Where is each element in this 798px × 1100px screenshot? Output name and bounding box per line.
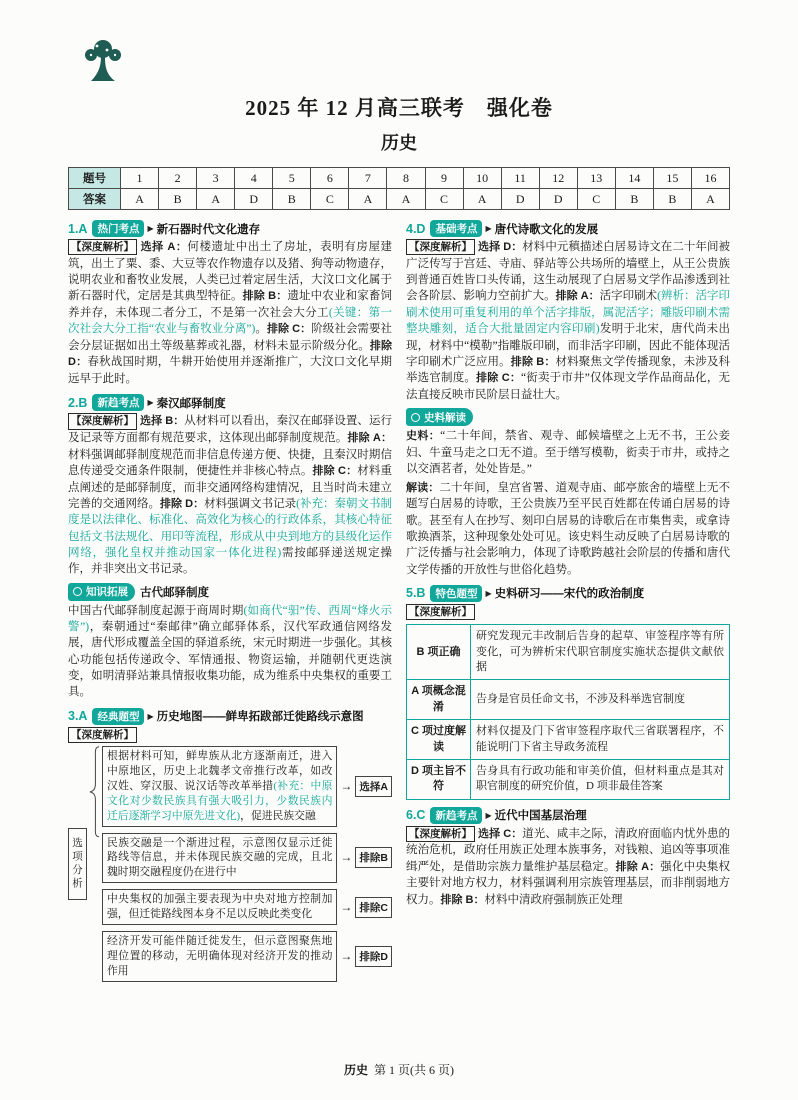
option-explanation-cell: 材料仅提及门下省审签程序取代三省联署程序，不能说明门下省主导政务流程 xyxy=(471,720,730,760)
option-analysis-flowchart xyxy=(68,746,392,982)
analysis-label: 【深度解析】 xyxy=(406,604,475,620)
flow-row xyxy=(102,833,392,884)
analysis-label: 【深度解析】 xyxy=(406,239,475,255)
question-category-badge: 特色题型 xyxy=(430,585,482,602)
text-segment: 排除 A： xyxy=(347,431,393,444)
table-row xyxy=(407,720,730,760)
question-number-cell: 12 xyxy=(539,168,577,189)
brace-icon xyxy=(89,746,100,838)
question-category-badge: 新趋考点 xyxy=(92,394,144,411)
text-segment: 选择 A： xyxy=(140,241,188,253)
text-segment: 何楼遗址中出土了房址，表明有房屋建筑，出土了粟、黍、大豆等农作物遗存以及猪、狗等动物遗存，说明农业和畜牧业发展，人类已过着定居生活，大汶口文化属于新石器时代，定居是其典型特征。 xyxy=(68,241,393,303)
option-explanation-cell: 研究发现元丰改制后告身的起草、审签程序等有所变化，可为辨析宋代职官制度实施状态提供文献依据 xyxy=(471,625,730,680)
text-segment: 排除 C： xyxy=(266,323,312,336)
flow-row xyxy=(102,889,392,925)
text-segment: 材料强调文书记录 xyxy=(204,497,297,510)
question-topic: 唐代诗歌文化的发展 xyxy=(494,223,599,236)
flow-row xyxy=(102,746,392,826)
arrowhead-icon: ▶ xyxy=(147,224,154,233)
answer-cell: D xyxy=(539,189,577,210)
question-category-badge: 热门考点 xyxy=(92,220,144,237)
text-segment: 。 xyxy=(255,323,267,336)
text-segment: 材料重点阐述的是邮驿制度，而非交通网络构建情况，且当时尚未建立完善的交通网络。 xyxy=(68,464,393,510)
question-block-1.A xyxy=(68,220,392,387)
answer-cell: C xyxy=(311,189,349,210)
flow-arrow-icon: → xyxy=(340,948,353,963)
text-segment: 道光、咸丰之际，清政府面临内忧外患的统治危机，政府任用族正处理本族事务，对钱粮、追凶等事项准缉严处，是借助宗族力量维护基层稳定。 xyxy=(406,827,731,873)
text-segment: 阶级社会需要社会分层证据如出土等级墓葬或礼器，材料未显示阶级分化。 xyxy=(68,323,393,352)
text-segment: 排除 C： xyxy=(476,372,522,385)
flow-arrow-icon: → xyxy=(340,850,353,865)
text-segment: 春秋战国时期，牛耕开始使用并逐渐推广，大汶口文化早期远早于此时。 xyxy=(68,356,393,386)
text-segment: 需按邮驿递送规定操作，并非突出文书记录。 xyxy=(68,547,392,576)
flow-result-box: 排除D xyxy=(355,946,392,967)
question-number-cell: 4 xyxy=(235,168,273,189)
answer-cell: A xyxy=(387,189,425,210)
question-topic: 历史地图——鲜卑拓跋部迁徙路线示意图 xyxy=(156,711,364,724)
question-number-cell: 8 xyxy=(387,168,425,189)
text-segment: (辨析：活字印刷术使用可重复利用的单个活字排版，属泥活字；雕版印刷术需整块雕刻，适合大批量固定内容印刷) xyxy=(406,290,731,336)
text-segment: 材料中元稹描述白居易诗文在二十年间被广泛传写于宫廷、寺庙、驿站等公共场所的墙壁上，从王公贵族到普通百姓皆口头传诵，这生动展现了白居易文学作品渗透到社会各阶层、影响力空前扩大。 xyxy=(406,241,731,303)
option-analysis-table xyxy=(406,624,730,800)
text-segment: 排除 B： xyxy=(510,355,556,368)
text-segment: 选择 C： xyxy=(478,827,523,840)
question-header xyxy=(68,708,392,725)
analysis-label: 【深度解析】 xyxy=(68,727,137,743)
knowledge-expansion-header xyxy=(68,583,392,601)
text-segment: 排除 B： xyxy=(242,290,288,303)
answer-key-table xyxy=(68,167,730,210)
question-number-row xyxy=(69,168,730,189)
text-segment: 经济开发可能伴随迁徙发生，但示意图聚焦地理位置的移动，无明确体现对经济开发的推动作用 xyxy=(107,934,333,977)
question-category-badge: 新趋考点 xyxy=(430,807,482,824)
question-number-cell: 1 xyxy=(121,168,159,189)
badge-label: 史料解读 xyxy=(424,411,466,424)
text-segment: 从材料可以看出，秦汉在邮驿设置、运行及记录等方面都有规范要求，这体现出邮驿制度规范。 xyxy=(68,415,393,444)
source-item xyxy=(406,480,730,578)
answer-cell: B xyxy=(159,189,197,210)
flow-arrow-icon: → xyxy=(340,899,353,914)
arrowhead-icon: ▶ xyxy=(485,588,492,598)
text-segment: 排除 A： xyxy=(615,860,661,873)
question-number: 5.B xyxy=(406,586,426,601)
text-segment: (如商代“驲”传、西周“烽火示警”) xyxy=(68,604,392,634)
option-explanation-cell: 告身具有行政功能和审美价值，但材料重点是其对职官制度的研究价值，D 项非最佳答案 xyxy=(471,759,730,799)
question-number-cell: 11 xyxy=(501,168,539,189)
option-verdict-cell: A 项概念混淆 xyxy=(407,680,471,720)
exam-title: 2025 年 12 月高三联考 强化卷 xyxy=(245,96,553,120)
answer-row xyxy=(69,189,730,210)
flow-option-box xyxy=(102,931,337,982)
text-segment: (关键：第一次社会大分工指“农业与畜牧业分离”) xyxy=(68,306,392,336)
question-number-cell: 16 xyxy=(691,168,729,189)
question-block-3.A xyxy=(68,708,392,982)
table-row xyxy=(407,759,730,799)
analysis-label-line xyxy=(68,727,392,743)
knowledge-title: 古代邮驿制度 xyxy=(140,586,209,599)
text-segment: (补充：中原文化对少数民族具有强大吸引力，少数民族内迁后逐渐学习中原先进文化) xyxy=(107,779,333,822)
analysis-label: 【深度解析】 xyxy=(406,826,475,842)
question-number-cell: 10 xyxy=(463,168,501,189)
answer-cell: A xyxy=(691,189,729,210)
text-segment: 材料聚焦文学传播现象，未涉及科举选官制度。 xyxy=(406,355,731,385)
question-block-4.D xyxy=(406,220,730,578)
flow-result-box: 排除B xyxy=(355,847,392,868)
question-topic: 秦汉邮驿制度 xyxy=(156,397,226,410)
question-block-6.C xyxy=(406,807,730,908)
source-interpretation-badge xyxy=(406,408,473,426)
question-number: 6.C xyxy=(406,808,426,823)
table-row xyxy=(407,680,730,720)
source-interpretation-header xyxy=(406,408,730,426)
source-item-head: 史料： xyxy=(406,430,441,443)
question-category-badge: 基础考点 xyxy=(430,220,482,237)
text-segment: 中国古代邮驿制度起源于商周时期 xyxy=(68,604,244,617)
text-segment: (补充：秦朝文书制度是以法律化、标准化、高效化为核心的行政体系，其核心特征包括文书法规化、用印等流程，形成从中央到地方的县级化运作网络，强化皇权并推动国家一体化进程) xyxy=(68,497,392,560)
text-segment: 排除 B： xyxy=(440,893,485,906)
question-topic: 新石器时代文化遗存 xyxy=(156,223,261,236)
text-segment: ，秦朝通过“秦邮律”确立邮驿体系，汉代军政通信网络发展，唐代形成覆盖全国的驿道系统，宋元时期进一步强化。其核心功能包括传递政令、军情通报、物资运输，并随朝代更迭演变，如明清驿站兼具情报收集功能，成为维系中央集权的重要工具。 xyxy=(68,621,392,699)
source-item-text: 二十年间，皇宫省署、道观寺庙、邮亭旅舍的墙壁上无不题写白居易的诗歌，王公贵族乃至平民百姓都在传诵白居易的诗歌。甚至有人在抄写、刻印白居易的诗歌后在市集售卖，或拿诗歌换酒茶，这种现象处处可见。该史料生动反映了白居易诗歌的广泛传播与社会影响力，体现了诗歌跨越社会阶层的传播和唐代文学传播的开放性与世俗化趋势。 xyxy=(406,481,730,576)
answer-cell: A xyxy=(121,189,159,210)
question-header xyxy=(68,394,392,411)
analysis-label-line xyxy=(406,604,730,620)
scroll-icon xyxy=(411,413,420,422)
analysis-paragraph xyxy=(406,239,730,403)
analysis-label: 【深度解析】 xyxy=(68,239,137,255)
answer-cell: B xyxy=(615,189,653,210)
text-segment: 排除 D： xyxy=(160,497,205,510)
question-header xyxy=(406,220,730,237)
text-segment: 根据材料可知，鲜卑族从北方逐渐南迁，进入中原地区，历史上北魏孝文帝推行改革，如改汉姓、穿汉服、说汉话等改革举措 xyxy=(107,750,333,792)
option-analysis-table-body xyxy=(407,625,730,800)
flow-option-box xyxy=(102,746,337,826)
question-number-cell: 6 xyxy=(311,168,349,189)
solutions-content xyxy=(68,220,730,989)
question-number: 2.B xyxy=(68,395,88,410)
answer-cell: A xyxy=(349,189,387,210)
text-segment: 排除 C： xyxy=(312,464,358,477)
source-item-text: “二十年间，禁省、观寺、邮候墙壁之上无不书，王公妾妇、牛童马走之口无不道。至于缮写模勒，衒卖于市井，或持之以交酒茗者，处处皆是。” xyxy=(406,430,731,476)
analysis-label: 【深度解析】 xyxy=(68,413,137,429)
knowledge-icon xyxy=(73,587,82,596)
flow-row xyxy=(102,931,392,982)
analysis-paragraph xyxy=(68,413,392,577)
arrowhead-icon: ▶ xyxy=(485,810,492,820)
arrowhead-icon: ▶ xyxy=(485,224,492,233)
text-segment: 排除 A： xyxy=(555,290,600,303)
question-number-cell: 14 xyxy=(615,168,653,189)
question-category-badge: 经典题型 xyxy=(92,708,144,725)
row-label-answers: 答案 xyxy=(69,189,121,210)
publisher-tree-logo-icon xyxy=(80,36,126,86)
text-segment: 发明于北宋，唐代尚未出现，材料中“模勒”指雕版印刷，而非活字印刷，因此不能体现活字印刷术广泛应用。 xyxy=(406,323,731,368)
option-verdict-cell: B 项正确 xyxy=(407,625,471,680)
text-segment: 材料强调邮驿制度规范而非信息传递方便、快捷，且秦汉时期信息传递受交通条件限制，便捷性并非核心特点。 xyxy=(68,448,392,477)
question-number-cell: 2 xyxy=(159,168,197,189)
question-number: 4.D xyxy=(406,221,426,236)
question-number-cell: 5 xyxy=(273,168,311,189)
text-segment: ，促进民族交融 xyxy=(240,809,316,822)
question-header xyxy=(68,220,392,237)
question-number: 1.A xyxy=(68,221,88,236)
arrowhead-icon: ▶ xyxy=(147,711,154,721)
text-segment: 中央集权的加强主要表现为中央对地方控制加强，但迁徙路线图本身不足以反映此类变化 xyxy=(107,893,333,921)
option-verdict-cell: D 项主旨不符 xyxy=(407,759,471,799)
answer-cell: D xyxy=(235,189,273,210)
flow-arrow-icon: → xyxy=(340,778,353,793)
answer-cell: A xyxy=(463,189,501,210)
question-number-cell: 3 xyxy=(197,168,235,189)
answer-cell: D xyxy=(501,189,539,210)
question-number-cell: 7 xyxy=(349,168,387,189)
text-segment: 排除 D： xyxy=(68,339,393,369)
knowledge-body xyxy=(68,603,392,701)
flow-option-box xyxy=(102,889,337,925)
text-segment: 材料中清政府强制族正处理 xyxy=(484,893,623,906)
answer-cell: B xyxy=(653,189,691,210)
answer-cell: C xyxy=(425,189,463,210)
question-number-cell: 15 xyxy=(653,168,691,189)
option-explanation-cell: 告身是官员任命文书，不涉及科举选官制度 xyxy=(471,680,730,720)
badge-label: 知识拓展 xyxy=(86,586,128,599)
row-label-question-numbers: 题号 xyxy=(69,168,121,189)
question-number-cell: 9 xyxy=(425,168,463,189)
question-number: 3.A xyxy=(68,709,88,724)
source-item-head: 解读： xyxy=(406,481,440,494)
text-segment: 民族交融是一个渐进过程，示意图仅显示迁徙路线等信息，并未体现民族交融的完成，且北魏时期交融程度仍在进行中 xyxy=(107,836,333,879)
question-block-5.B xyxy=(406,585,730,800)
question-topic: 史料研习——宋代的政治制度 xyxy=(494,588,645,601)
footer-page-info: 第 1 页(共 6 页) xyxy=(374,1063,454,1077)
question-header xyxy=(406,585,730,602)
flow-vertical-label: 选项分析 xyxy=(68,828,87,900)
question-block-2.B xyxy=(68,394,392,700)
text-segment: 选择 B： xyxy=(140,415,185,428)
flow-result-box: 选择A xyxy=(355,776,392,797)
option-verdict-cell: C 项过度解读 xyxy=(407,720,471,760)
flow-rows xyxy=(102,746,392,982)
subject-title: 历史 xyxy=(381,133,417,153)
knowledge-expansion-badge xyxy=(68,583,135,601)
page-footer xyxy=(0,1061,798,1078)
text-segment: 活字印刷术 xyxy=(599,290,658,303)
text-segment: “衒卖于市井”仅体现文学作品商品化，无法直接反映市民阶层日益壮大。 xyxy=(406,372,731,402)
column-1 xyxy=(68,220,392,989)
analysis-paragraph xyxy=(68,239,392,387)
answer-cell: C xyxy=(577,189,615,210)
question-topic: 近代中国基层治理 xyxy=(494,810,587,823)
question-number-cell: 13 xyxy=(577,168,615,189)
arrowhead-icon: ▶ xyxy=(147,398,154,408)
answer-cell: A xyxy=(197,189,235,210)
flow-result-box: 排除C xyxy=(355,897,392,918)
analysis-paragraph xyxy=(406,826,730,908)
footer-subject: 历史 xyxy=(343,1063,368,1077)
text-segment: 强化中央集权主要针对地方权力，材料强调利用宗族管理基层，而非削弱地方权力。 xyxy=(406,860,731,906)
flow-option-box xyxy=(102,833,337,884)
source-item xyxy=(406,428,730,477)
column-2 xyxy=(406,220,730,989)
question-header xyxy=(406,807,730,824)
text-segment: 遗址中农业和家畜饲养并存，未体现二者分工，不是第一次社会大分工 xyxy=(68,290,393,319)
answer-cell: B xyxy=(273,189,311,210)
text-segment: 选择 D： xyxy=(478,241,523,253)
table-row xyxy=(407,625,730,680)
